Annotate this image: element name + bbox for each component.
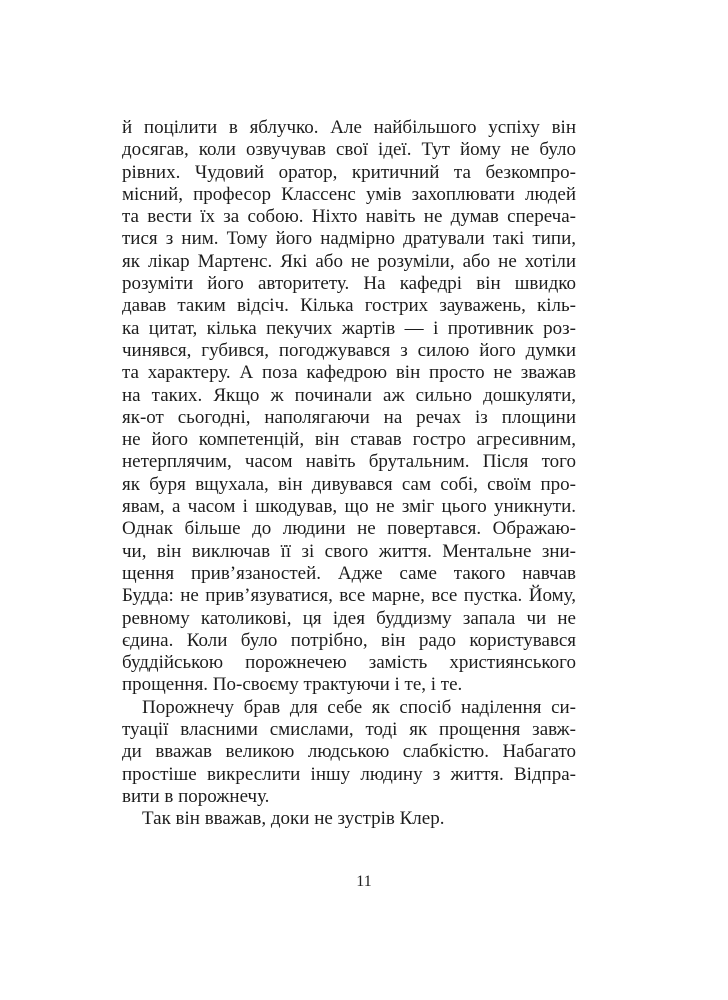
text-line: тися з ним. Тому його надмірно дратували такі типи,	[122, 228, 576, 250]
text-line: розуміти його авторитету. На кафедрі він швидко	[122, 273, 576, 295]
text-line: рівних. Чудовий оратор, критичний та безкомпро-	[122, 161, 576, 183]
text-line: досягав, коли озвучував свої ідеї. Тут йому не було	[122, 139, 576, 161]
text-line: ка цитат, кілька пекучих жартів — і противник роз-	[122, 317, 576, 339]
text-line: та характеру. А поза кафедрою він просто не зважав	[122, 362, 576, 384]
text-line: Так він вважав, доки не зустрів Клер.	[142, 808, 445, 830]
text-line: туації власними смислами, тоді як прощення завж-	[122, 719, 576, 741]
book-page-text	[122, 117, 576, 831]
text-line: явам, а часом і шкодував, що не зміг цього уникнути.	[122, 496, 576, 518]
text-line: як лікар Мартенс. Які або не розуміли, або не хотіли	[122, 250, 576, 272]
text-line: та вести їх за собою. Ніхто навіть не думав спереча-	[122, 206, 576, 228]
page-number: 11	[356, 873, 372, 890]
text-line: як буря вщухала, він дивувався сам собі, своїм про-	[122, 473, 576, 495]
text-line: ревному католикові, ця ідея буддизму запала чи не	[122, 607, 576, 629]
text-line: єдина. Коли було потрібно, він радо користувався	[122, 629, 576, 651]
text-line: не його компетенцій, він ставав гостро агресивним,	[122, 429, 576, 451]
text-line: як-от сьогодні, наполягаючи на речах із площини	[122, 406, 576, 428]
text-line: на таких. Якщо ж починали аж сильно дошкуляти,	[122, 384, 576, 406]
text-line: нетерплячим, часом навіть брутальним. Після того	[122, 451, 576, 473]
text-line: чи, він виключав її зі свого життя. Ментальне зни-	[122, 540, 576, 562]
text-line: Однак більше до людини не повертався. Ображаю-	[122, 518, 576, 540]
text-line: чинявся, губився, погоджувався з силою його думки	[122, 339, 576, 361]
text-line: ди вважав великою людською слабкістю. Набагато	[122, 741, 576, 763]
text-line: щення прив’язаностей. Адже саме такого навчав	[122, 562, 576, 584]
text-line: давав таким відсіч. Кілька гострих зауважень, кіль-	[122, 295, 576, 317]
text-line: й поцілити в яблучко. Але найбільшого успіху він	[122, 117, 576, 138]
text-line: вити в порожнечу.	[122, 785, 270, 807]
text-line: простіше викреслити іншу людину з життя. Відпра-	[122, 763, 576, 785]
text-line: Порожнечу брав для себе як спосіб наділення си-	[142, 696, 576, 718]
text-line: прощення. По-своєму трактуючи і те, і те.	[122, 674, 463, 696]
text-line: Будда: не прив’язуватися, все марне, все пустка. Йому,	[122, 585, 576, 607]
text-line: місний, професор Классенс умів захоплювати людей	[122, 183, 576, 205]
text-line: буддійською порожнечею замість християнського	[122, 652, 576, 674]
